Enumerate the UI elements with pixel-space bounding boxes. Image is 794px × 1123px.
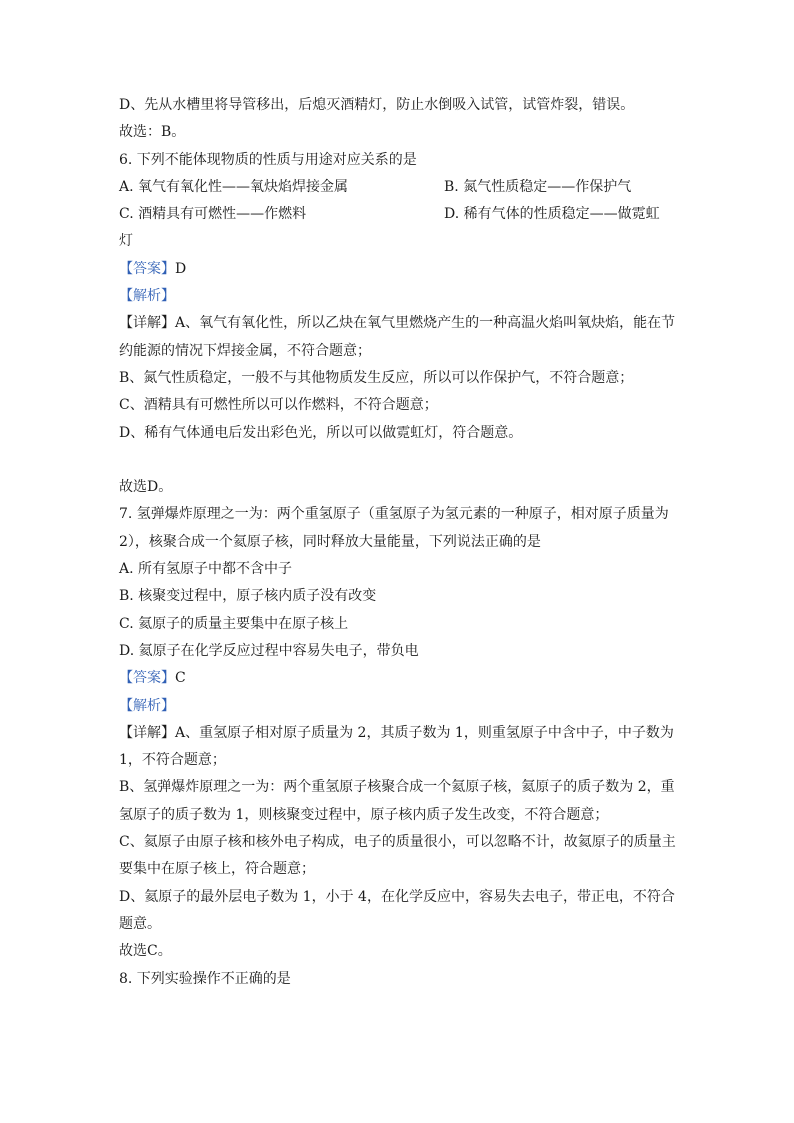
explanation-text: A、氧气有氧化性，所以乙炔在氧气里燃烧产生的一种高温火焰叫氧炔焰，能在节	[175, 315, 676, 332]
explanation-line: 氢原子的质子数为 1，则核聚变过程中，原子核内质子发生改变，不符合题意；	[119, 806, 609, 823]
explanation-line: D、稀有气体通电后发出彩色光，所以可以做霓虹灯，符合题意。	[119, 424, 523, 441]
option-d: D. 氦原子在化学反应过程中容易失电子，带负电	[119, 642, 419, 659]
option-d: D. 稀有气体的性质稳定——做霓虹	[444, 206, 660, 223]
explanation-line: B、氢弹爆炸原理之一为：两个重氢原子核聚合成一个氦原子核，氦原子的质子数为 2，重	[119, 779, 675, 796]
question-7: 7. 氢弹爆炸原理之一为：两个重氢原子（重氢原子为氢元素的一种原子，相对原子质量为	[119, 506, 669, 523]
question-6: 6. 下列不能体现物质的性质与用途对应关系的是	[119, 151, 417, 168]
answer-line	[119, 665, 679, 692]
explanation-line: C、酒精具有可燃性所以可以作燃料，不符合题意；	[119, 397, 438, 414]
analysis-tag: 【解析】	[119, 288, 175, 305]
option-a: A. 氧气有氧化性——氧炔焰焊接金属	[119, 178, 349, 195]
answer-selection: 故选：B。	[119, 124, 186, 141]
answer-selection: 故选D。	[119, 479, 173, 496]
option-b: B. 氮气性质稳定——作保护气	[444, 178, 632, 195]
explanation-line	[119, 720, 679, 747]
explanation-text: A、重氢原子相对原子质量为 2，其质子数为 1，则重氢原子中含中子，中子数为	[175, 724, 674, 741]
explanation-line: C、氦原子由原子核和核外电子构成，电子的质量很小，可以忽略不计，故氦原子的质量主	[119, 834, 676, 851]
explanation-line: 1，不符合题意；	[119, 752, 226, 769]
answer-tag: 【答案】	[119, 260, 175, 277]
explanation-line: 约能源的情况下焊接金属，不符合题意；	[119, 342, 371, 359]
answer-line	[119, 256, 679, 283]
document-page	[119, 92, 679, 993]
explanation-line: D、氦原子的最外层电子数为 1，小于 4，在化学反应中，容易失去电子，带正电，不符合	[119, 888, 675, 905]
analysis-tag: 【解析】	[119, 697, 175, 714]
option-c: C. 酒精具有可燃性——作燃料	[119, 206, 307, 223]
spacer	[119, 447, 679, 474]
text-line: D、先从水槽里将导管移出，后熄灭酒精灯，防止水倒吸入试管，试管炸裂，错误。	[119, 97, 635, 113]
answer-value: C	[175, 670, 186, 687]
explanation-line: B、氮气性质稳定，一般不与其他物质发生反应，所以可以作保护气，不符合题意；	[119, 369, 634, 386]
options-row	[119, 174, 679, 201]
question-8: 8. 下列实验操作不正确的是	[119, 970, 291, 987]
explanation-line: 要集中在原子核上，符合题意；	[119, 861, 315, 878]
explanation-line	[119, 310, 679, 337]
answer-value: D	[175, 260, 187, 277]
answer-tag: 【答案】	[119, 670, 175, 687]
answer-selection: 故选C。	[119, 943, 172, 960]
option-b: B. 核聚变过程中，原子核内质子没有改变	[119, 588, 377, 605]
option-a: A. 所有氢原子中都不含中子	[119, 561, 293, 578]
explanation-line: 题意。	[119, 915, 161, 932]
option-c: C. 氦原子的质量主要集中在原子核上	[119, 615, 349, 632]
options-row	[119, 201, 679, 228]
detail-tag: 【详解】	[119, 724, 175, 741]
option-d-continuation: 灯	[119, 233, 133, 250]
detail-tag: 【详解】	[119, 315, 175, 332]
question-7-continuation: 2），核聚合成一个氦原子核，同时释放大量能量，下列说法正确的是	[119, 533, 541, 550]
